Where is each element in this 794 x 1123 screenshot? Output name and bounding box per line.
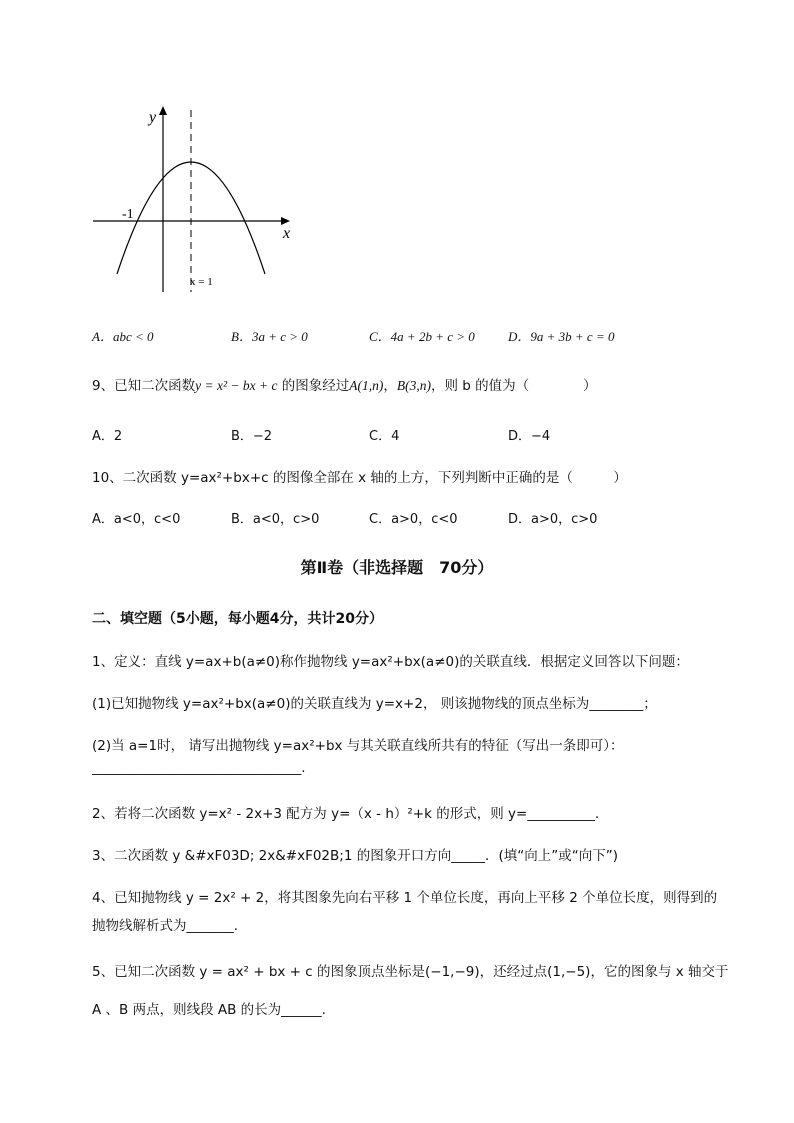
fill-q4-line1: 4、已知抛物线 y = 2x² + 2，将其图象先向右平移 1 个单位长度，再向上平移 2 个单位长度，则得到的 [92,890,718,906]
fill-q3: 3、二次函数 y &#xF03D; 2x&#xF02B;1 的图象开口方向_____．(填“向上”或“向下”) [92,848,618,864]
q9-mid: 的图象经过 [277,378,350,394]
section-title: 第Ⅱ卷（非选择题 70分） [300,558,494,577]
intercept-label: -1 [122,207,134,222]
symmetry-label: x = 1 [190,276,213,288]
y-axis-label: y [149,109,157,126]
q10-stem: 10、二次函数 y=ax²+bx+c 的图像全部在 x 轴的上方，下列判断中正确的是（ ） [92,470,627,486]
q9-option-d: D．−4 [508,429,551,444]
q9-point-b: B(3,n) [396,378,431,393]
x-axis-arrow [281,217,290,225]
fill-q5-line1: 5、已知二次函数 y = ax² + bx + c 的图象顶点坐标是(−1,−9)，还经过点(1,−5)，它的图象与 x 轴交于 [92,964,729,980]
fill-q4-line2: 抛物线解析式为_______. [92,918,239,934]
fill-q1-blank: _______________________________. [92,760,306,776]
q9-suffix: ，则 b 的值为（ ） [431,378,597,394]
q9-point-a: A(1,n) [349,378,384,393]
fill-q5-line2: A 、B 两点，则线段 AB 的长为______. [92,1002,326,1018]
q9-stem [92,374,597,394]
fill-q1-part1: (1)已知抛物线 y=ax²+bx(a≠0)的关联直线为 y=x+2， 则该抛物线的顶点坐标为________； [92,696,657,712]
q10-option-c: C．a>0，c<0 [369,512,458,527]
q10-option-b: B．a<0，c>0 [231,512,320,527]
q10-option-d: D．a>0，c>0 [508,512,598,527]
x-axis-label: x [283,225,291,242]
q10-option-a: A．a<0，c<0 [92,512,181,527]
q9-sep: ， [383,378,397,394]
q8-option-a: A．abc < 0 [92,329,154,344]
q8-option-b: B．3a + c > 0 [231,329,308,344]
fill-q1-part2: (2)当 a=1时， 请写出抛物线 y=ax²+bx 与其关联直线所共有的特征（写出一条即可）： [92,738,624,754]
q8-option-c: C．4a + 2b + c > 0 [369,329,475,344]
q9-formula: y = x² − bx + c [195,378,278,393]
q9-option-c: C．4 [369,429,400,444]
parabola-graph [85,100,305,300]
q9-option-a: A．2 [92,429,123,444]
part2-heading: 二、填空题（5小题，每小题4分，共计20分） [92,611,383,627]
y-axis-arrow [159,106,167,115]
fill-q1-intro: 1、定义：直线 y=ax+b(a≠0)称作抛物线 y=ax²+bx(a≠0)的关联直线．根据定义回答以下问题： [92,654,689,670]
q8-option-d: D．9a + 3b + c = 0 [508,329,615,344]
q9-option-b: B．−2 [231,429,273,444]
q9-prefix: 9、已知二次函数 [92,378,196,394]
fill-q2: 2、若将二次函数 y=x² - 2x+3 配方为 y=（x - h）²+k 的形式，则 y=__________. [92,806,600,822]
